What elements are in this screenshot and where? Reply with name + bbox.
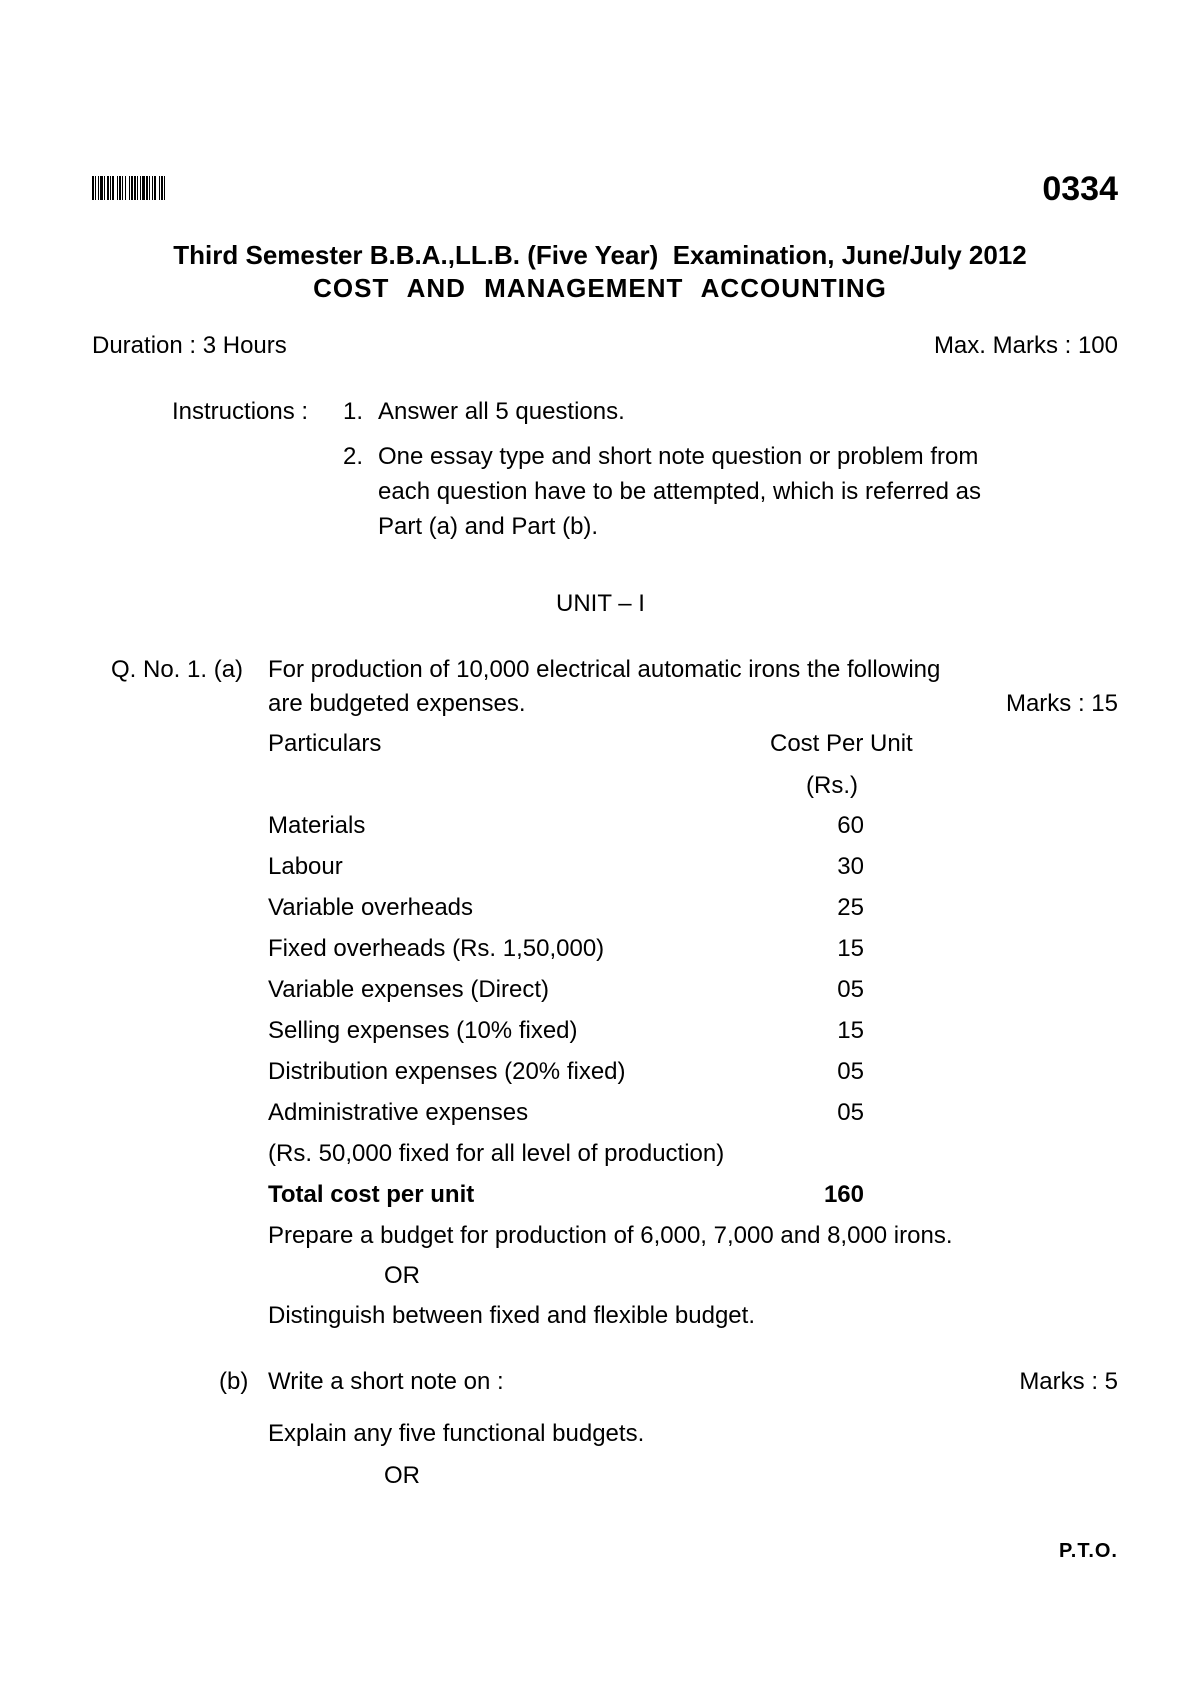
table-row-label: Administrative expenses (268, 1099, 529, 1126)
instruction-1-number: 1. (343, 398, 364, 425)
table-note: (Rs. 50,000 fixed for all level of production) (268, 1140, 725, 1167)
table-row-value: 15 (837, 935, 864, 962)
max-marks: Max. Marks : 100 (933, 332, 1118, 359)
table-header-particulars: Particulars (268, 730, 382, 757)
table-row-label: Variable expenses (Direct) (268, 976, 550, 1003)
instruction-2-line-1: One essay type and short note question or problem from (378, 443, 979, 470)
duration: Duration : 3 Hours (92, 332, 287, 359)
table-row-label: Materials (268, 812, 366, 839)
table-row-value: 30 (837, 853, 864, 880)
question-1a-marks: Marks : 15 (1005, 690, 1118, 717)
table-header-cost: Cost Per Unit (770, 730, 913, 757)
table-row-label: Selling expenses (10% fixed) (268, 1017, 578, 1044)
table-header-unit: (Rs.) (806, 772, 858, 799)
table-row-label: Distribution expenses (20% fixed) (268, 1058, 626, 1085)
paper-code: 0334 (1042, 170, 1118, 208)
page-turn-note: P.T.O. (1059, 1540, 1118, 1562)
instruction-2-number: 2. (343, 443, 364, 470)
table-row-label: Variable overheads (268, 894, 474, 921)
unit-heading: UNIT – I (556, 590, 645, 617)
question-1b-label: (b) (219, 1368, 249, 1395)
exam-title: Third Semester B.B.A.,LL.B. (Five Year) Examination, June/July 2012 (173, 240, 1027, 270)
table-row-value: 15 (837, 1017, 864, 1044)
instruction-2-line-2: each question have to be attempted, which is referred as (378, 478, 982, 505)
question-1a-label: Q. No. 1. (a) (111, 656, 244, 683)
table-row-value: 25 (837, 894, 864, 921)
instructions-label: Instructions : (172, 398, 309, 425)
or-divider: OR (384, 1462, 420, 1489)
table-row-value: 05 (837, 1099, 864, 1126)
question-1b-text: Write a short note on : (268, 1368, 504, 1395)
or-divider: OR (384, 1262, 420, 1289)
question-1a-line-2: are budgeted expenses. (268, 690, 526, 717)
table-row-label: Fixed overheads (Rs. 1,50,000) (268, 935, 605, 962)
table-row-value: 05 (837, 1058, 864, 1085)
table-total-label: Total cost per unit (268, 1181, 475, 1208)
duration-marks-row (92, 332, 1118, 360)
table-total-value: 160 (823, 1181, 864, 1208)
instruction-1-text: Answer all 5 questions. (378, 398, 625, 425)
barcode (92, 176, 230, 200)
question-1b-marks: Marks : 5 (1019, 1368, 1118, 1395)
table-row-value: 60 (837, 812, 864, 839)
table-row-value: 05 (837, 976, 864, 1003)
instruction-2-line-3: Part (a) and Part (b). (378, 513, 599, 540)
table-row-label: Labour (268, 853, 343, 880)
question-1b-explain: Explain any five functional budgets. (268, 1420, 645, 1447)
question-1a-alternative: Distinguish between fixed and flexible budget. (268, 1302, 755, 1329)
question-1a-line-1: For production of 10,000 electrical automatic irons the following (268, 656, 941, 683)
question-1a-prepare: Prepare a budget for production of 6,000, 7,000 and 8,000 irons. (268, 1222, 953, 1249)
subject-title: COST AND MANAGEMENT ACCOUNTING (313, 273, 887, 303)
